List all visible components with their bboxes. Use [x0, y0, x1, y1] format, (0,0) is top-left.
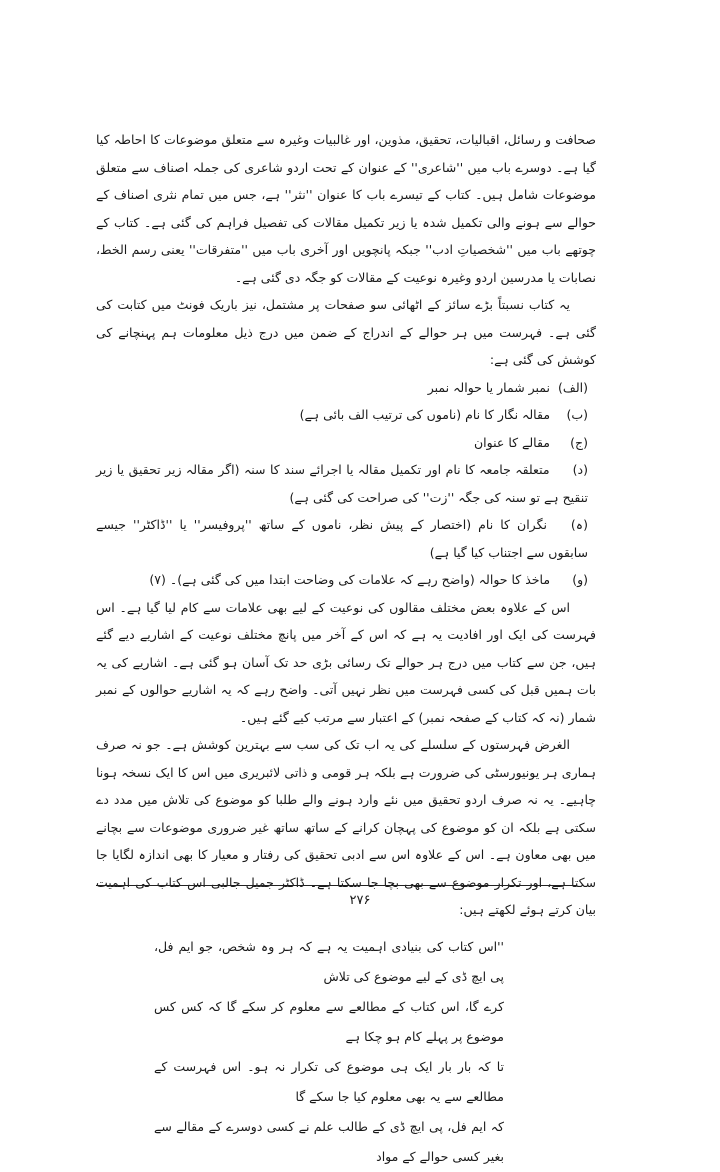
- list-item: (ج) مقالے کا عنوان: [474, 434, 588, 450]
- list-item: (ہ) نگران کا نام (اختصار کے پیش نظر، ناموں کے ساتھ ''پروفیسر'' یا ''ڈاکٹر'' جیسے سابقوں سے اجتناب کیا گیا ہے): [96, 517, 588, 560]
- entry-info-list: [96, 374, 596, 594]
- quote-line: تا کہ بار بار ایک ہی موضوع کی تکرار نہ ہو۔ اس فہرست کے مطالعے سے یہ بھی معلوم کیا جا سکے گا: [154, 1058, 504, 1104]
- list-item: (الف) نمبر شمار یا حوالہ نمبر: [427, 379, 588, 395]
- paragraph-chapters: صحافت و رسائل، اقبالیات، تحقیق، مذوین، اور غالبیات وغیرہ سے متعلق موضوعات کا احاطہ کیا گیا ہے۔ دوسرے باب میں ''شاعری'' کے عنوان کے تحت اردو شاعری کی جملہ اصناف سے متعلق موضوعات شامل ہیں۔ کتاب کے تیسرے باب کا عنوان ''نثر'' ہے، جس میں تمام نثری اصناف کے حوالے سے ہونے والی تکمیل شدہ یا زیر تکمیل مقالات کی تفصیل فراہم کی گئی ہے۔ کتاب کے چوتھے باب میں ''شخصیاتِ ادب'' جبکہ پانچویں اور آخری باب میں ''متفرقات'' یعنی رسم الخط، نصابات یا مدرسین اردو وغیرہ نوعیت کے مقالات کو جگہ دی گئی ہے۔: [96, 132, 596, 285]
- quote-line: ''اس کتاب کی بنیادی اہمیت یہ ہے کہ ہر وہ شخص، جو ایم فل، پی ایچ ڈی کے لیے موضوع کی تلاش: [154, 938, 504, 984]
- paragraph-indexes: اس کے علاوہ بعض مختلف مقالوں کی نوعیت کے لیے بھی علامات سے کام لیا گیا ہے۔ اس فہرست کی ایک اور افادیت یہ ہے کہ اس کے آخر میں پانچ مختلف نوعیت کے اشاریے دیے گئے ہیں، جن سے کتاب میں درج ہر حوالے تک رسائی بڑی حد تک آسان ہو گئی ہے۔ اشاریے کی یہ بات ہمیں قبل کی کسی فہرست میں نظر نہیں آتی۔ واضح رہے کہ یہ اشاریے حوالوں کے نمبر شمار (نہ کہ کتاب کے صفحہ نمبر) کے اعتبار سے مرتب کیے گئے ہیں۔: [96, 599, 596, 725]
- list-item: (د) متعلقہ جامعہ کا نام اور تکمیل مقالہ یا اجرائے سند کا سنہ (اگر مقالہ زیر تحقیق یا زیر تنقیح ہے تو سنہ کی جگہ ''زت'' کی صراحت کی گئی ہے): [96, 462, 588, 505]
- paragraph-conclusion: الغرض فہرستوں کے سلسلے کی یہ اب تک کی سب سے بہترین کوشش ہے۔ جو نہ صرف ہماری ہر یونیورسٹی کی ضرورت ہے بلکہ ہر قومی و ذاتی لائبریری میں اس کا ایک نسخہ ہونا چاہیے۔ یہ نہ صرف اردو تحقیق میں نئے وارد ہونے والے طلبا کو موضوع کی تلاش میں مدد دے سکتی ہے بلکہ ان کو موضوع کی پہچان کرانے کے ساتھ ساتھ غیر ضروری موضوعات سے بچانے میں بھی معاون ہے۔ اس کے علاوہ اس سے ادبی تحقیق کی رفتار و معیار کا بھی اندازہ لگایا جا سکتا ہے، اور تکرار موضوع سے بھی بچا جا سکتا ہے۔ ڈاکٹر جمیل جالبی اس کتاب کی اہمیت بیان کرتے ہوئے لکھتے ہیں:: [96, 737, 596, 917]
- paragraph-book-description: یہ کتاب نسبتاً بڑے سائز کے اٹھائی سو صفحات پر مشتمل، نیز باریک فونٹ میں کتابت کی گئی ہے۔ فہرست میں ہر حوالے کے اندراج کے ضمن میں درج ذیل معلومات ہم پہنچانے کی کوشش کی گئی ہے:: [96, 297, 596, 367]
- list-item: (و) ماخذ کا حوالہ (واضح رہے کہ علامات کی وضاحت ابتدا میں کی گئی ہے)۔ (۷): [149, 572, 588, 587]
- page-number: ۲۷۶: [349, 893, 371, 908]
- list-item: (ب) مقالہ نگار کا نام (ناموں کی ترتیب الف بائی ہے): [299, 407, 588, 422]
- footer-divider: [96, 885, 576, 886]
- quote-line: کہ ایم فل، پی ایچ ڈی کے طالب علم نے کسی دوسرے کے مقالے سے بغیر کسی حوالے کے مواد: [154, 1118, 504, 1164]
- block-quote: [154, 932, 504, 1172]
- quote-line: کرے گا، اس کتاب کے مطالعے سے معلوم کر سکے گا کہ کس کس موضوع پر پہلے کام ہو چکا ہے: [154, 998, 504, 1044]
- body-text: [96, 126, 596, 1172]
